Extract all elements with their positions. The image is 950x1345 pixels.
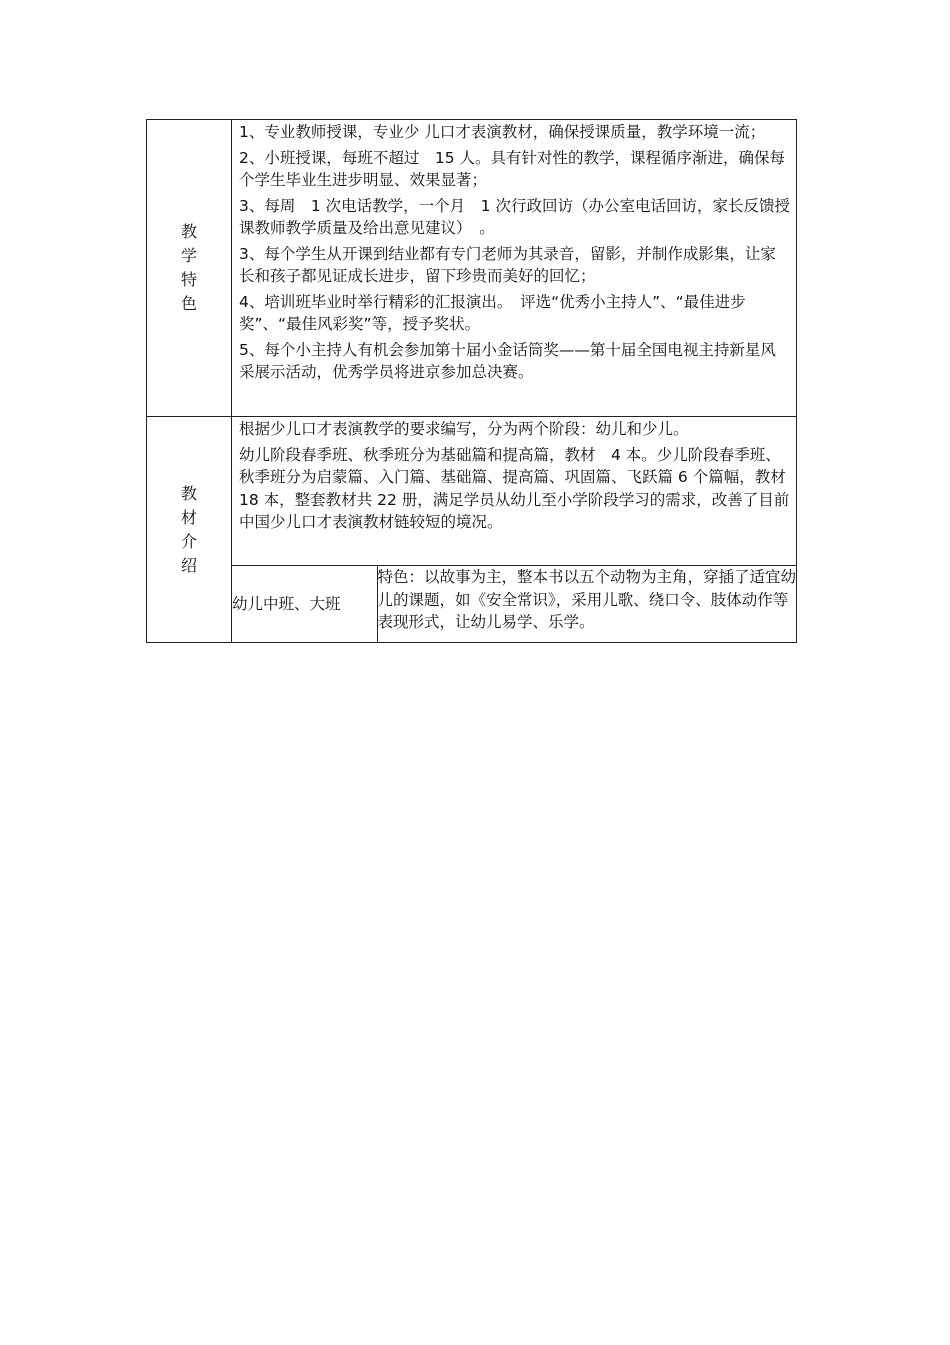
heading-char: 学 xyxy=(180,246,197,265)
feature-item: 3、每个学生从开课到结业都有专门老师为其录音，留影，并制作成影集，让家长和孩子都见证成长进步，留下珍贵而美好的回忆； xyxy=(239,244,776,285)
section-heading-teaching-features xyxy=(147,120,232,417)
document-table xyxy=(146,119,797,643)
heading-char: 材 xyxy=(180,507,197,527)
heading-char: 绍 xyxy=(180,555,197,575)
heading-char: 教 xyxy=(180,222,197,241)
feature-item: 2、小班授课，每班不超过 15 人。具有针对性的教学，课程循序渐进，确保每个学生毕业生进步明显、效果显著； xyxy=(239,148,786,189)
feature-item: 3、每周 1 次电话教学，一个月 1 次行政回访（办公室电话回访，家长反馈授课教师教学质量及给出意见建议） 。 xyxy=(239,196,790,237)
section-teaching-features-row xyxy=(147,120,797,417)
feature-item: 5、每个小主持人有机会参加第十届小金话筒奖——第十届全国电视主持新星风采展示活动，优秀学员将进京参加总决赛。 xyxy=(239,340,776,381)
feature-item: 4、培训班毕业时举行精彩的汇报演出。 评选“优秀小主持人”、“最佳进步奖”、“最佳风彩奖”等，授予奖状。 xyxy=(239,292,746,333)
heading-char: 色 xyxy=(180,294,197,313)
grade-feature-text: 特色：以故事为主，整本书以五个动物为主角，穿插了适宜幼儿的课题，如《安全常识》，采用儿歌、绕口令、肢体动作等表现形式，让幼儿易学、乐学。 xyxy=(377,568,797,631)
intro-paragraph: 根据少儿口才表演教学的要求编写，分为两个阶段：幼儿和少儿。 xyxy=(239,420,689,438)
grade-label: 幼儿中班、大班 xyxy=(232,566,377,642)
sub-row xyxy=(147,566,797,643)
section-textbook-intro-row xyxy=(147,417,797,566)
heading-char: 特 xyxy=(180,270,197,289)
sub-row-container xyxy=(232,566,797,643)
intro-paragraph: 幼儿阶段春季班、秋季班分为基础篇和提高篇，教材 4 本。少儿阶段春季班、秋季班分为启蒙篇、入门篇、基础篇、提高篇、巩固篇、飞跃篇 6 个篇幅，教材 18 本，整套教材共 22 册，满足学员从幼儿至小学阶段学习的需求，改善了目前中国少儿口才表演教材链较短的境况。 xyxy=(239,445,791,531)
section-heading-textbook-intro xyxy=(147,417,232,643)
heading-char: 介 xyxy=(180,531,197,551)
grade-feature-cell xyxy=(377,566,796,642)
heading-char: 教 xyxy=(180,483,197,503)
section-content-teaching-features xyxy=(232,120,797,417)
sub-table xyxy=(232,566,796,642)
section-content-textbook-intro xyxy=(232,417,797,566)
feature-item: 1、专业教师授课，专业少 儿口才表演教材，确保授课质量，教学环境一流； xyxy=(239,123,766,141)
